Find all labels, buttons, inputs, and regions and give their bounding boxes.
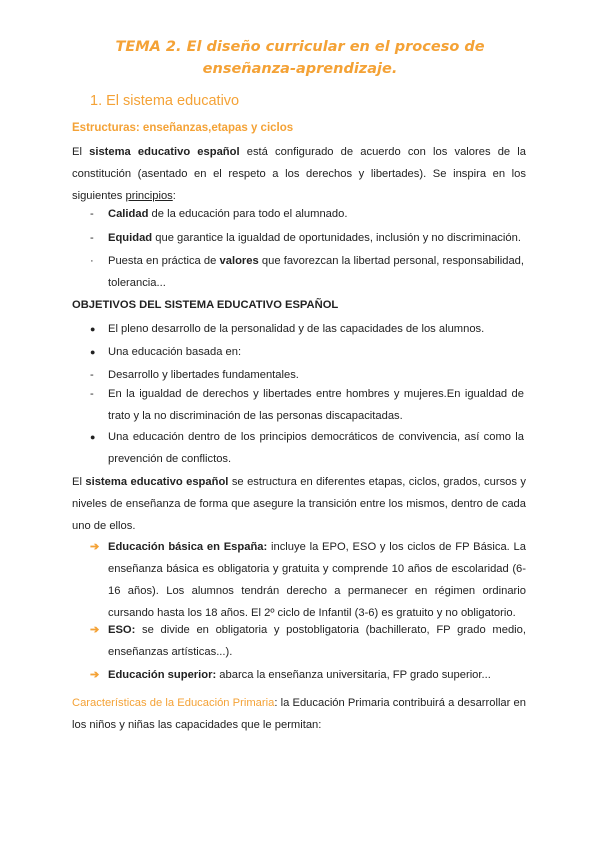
principio-text: que garantice la igualdad de oportunidades, inclusión y no discriminación.: [152, 232, 521, 244]
nivel-text: incluye la EPO, ESO y los ciclos de FP Básica. La enseñanza básica es obligatoria y gratuita y comprende 10 años de escolaridad (6-16 años). Los alumnos tendrán derecho a permanecer en régimen ordinario cursando hasta los 18 años. El 2º ciclo de Infantil (3-6) es gratuito y no obligatorio.: [108, 541, 526, 619]
section-heading: 1. El sistema educativo: [90, 93, 240, 109]
doc-title-line-2: enseñanza-aprendizaje.: [202, 61, 398, 77]
doc-title-line-1: TEMA 2. El diseño curricular en el proceso de: [115, 39, 485, 55]
dot-marker: ·: [90, 255, 94, 267]
dash-marker: -: [90, 388, 94, 400]
intro-a: El: [72, 146, 90, 158]
intro-c: está configurado de acuerdo con los valores de la constitución (asentado en el respeto a los derechos y libertades). Se inspira en los siguientes: [72, 146, 527, 202]
arrow-icon: ➔: [90, 541, 100, 553]
principio-bold: valores: [219, 255, 259, 267]
bullet-marker: ●: [90, 324, 96, 334]
objetivo-text: En la igualdad de derechos y libertades entre hombres y mujeres.En igualdad de trato y la no discriminación de las personas discapacitadas.: [108, 388, 524, 422]
objetivos-heading: OBJETIVOS DEL SISTEMA EDUCATIVO ESPAÑOL: [72, 299, 339, 311]
arrow-icon: ➔: [90, 624, 100, 636]
estructura-paragraph: [72, 471, 526, 537]
estructura-b: sistema educativo español: [85, 476, 229, 488]
dash-marker: -: [90, 232, 94, 244]
principio-bold: Equidad: [108, 232, 153, 244]
primaria-paragraph: [72, 692, 526, 736]
intro-paragraph: [72, 141, 526, 207]
bullet-marker: ●: [90, 432, 96, 442]
objetivo-text: Desarrollo y libertades fundamentales.: [108, 369, 299, 381]
objetivo-text: Una educación basada en:: [108, 346, 242, 358]
dash-marker: -: [90, 369, 94, 381]
dash-marker: -: [90, 208, 94, 220]
intro-e: :: [172, 190, 176, 202]
arrow-icon: ➔: [90, 669, 100, 681]
primaria-text: : la Educación Primaria contribuirá a desarrollar en los niños y niñas las capacidades que le permitan:: [72, 697, 526, 731]
intro-b: sistema educativo español: [89, 146, 240, 158]
subheading-estructuras: Estructuras: enseñanzas,etapas y ciclos: [72, 122, 294, 134]
intro-d: principios: [125, 190, 173, 202]
estructura-c: se estructura en diferentes etapas, ciclos, grados, cursos y niveles de enseñanza de forma que asegure la transición entre los mismos, dentro de cada uno de ellos.: [72, 476, 527, 532]
objetivo-text: Una educación dentro de los principios democráticos de convivencia, así como la prevención de conflictos.: [108, 431, 524, 465]
principio-text: de la educación para todo el alumnado.: [148, 208, 348, 220]
objetivo-text: El pleno desarrollo de la personalidad y de las capacidades de los alumnos.: [108, 323, 485, 335]
principio-pre: Puesta en práctica de: [108, 255, 220, 267]
principio-text: que favorezcan la libertad personal, responsabilidad, tolerancia...: [108, 255, 524, 289]
primaria-label: Características de la Educación Primaria: [72, 697, 275, 709]
bullet-marker: ●: [90, 347, 96, 357]
nivel-bold: Educación básica en España:: [108, 541, 268, 553]
estructura-a: El: [72, 476, 86, 488]
nivel-bold: Educación superior:: [108, 669, 217, 681]
nivel-bold: ESO:: [108, 624, 136, 636]
nivel-text: abarca la enseñanza universitaria, FP grado superior...: [216, 669, 491, 681]
nivel-text: se divide en obligatoria y postobligatoria (bachillerato, FP grado medio, enseñanzas artísticas...).: [108, 624, 526, 658]
principio-bold: Calidad: [108, 208, 149, 220]
